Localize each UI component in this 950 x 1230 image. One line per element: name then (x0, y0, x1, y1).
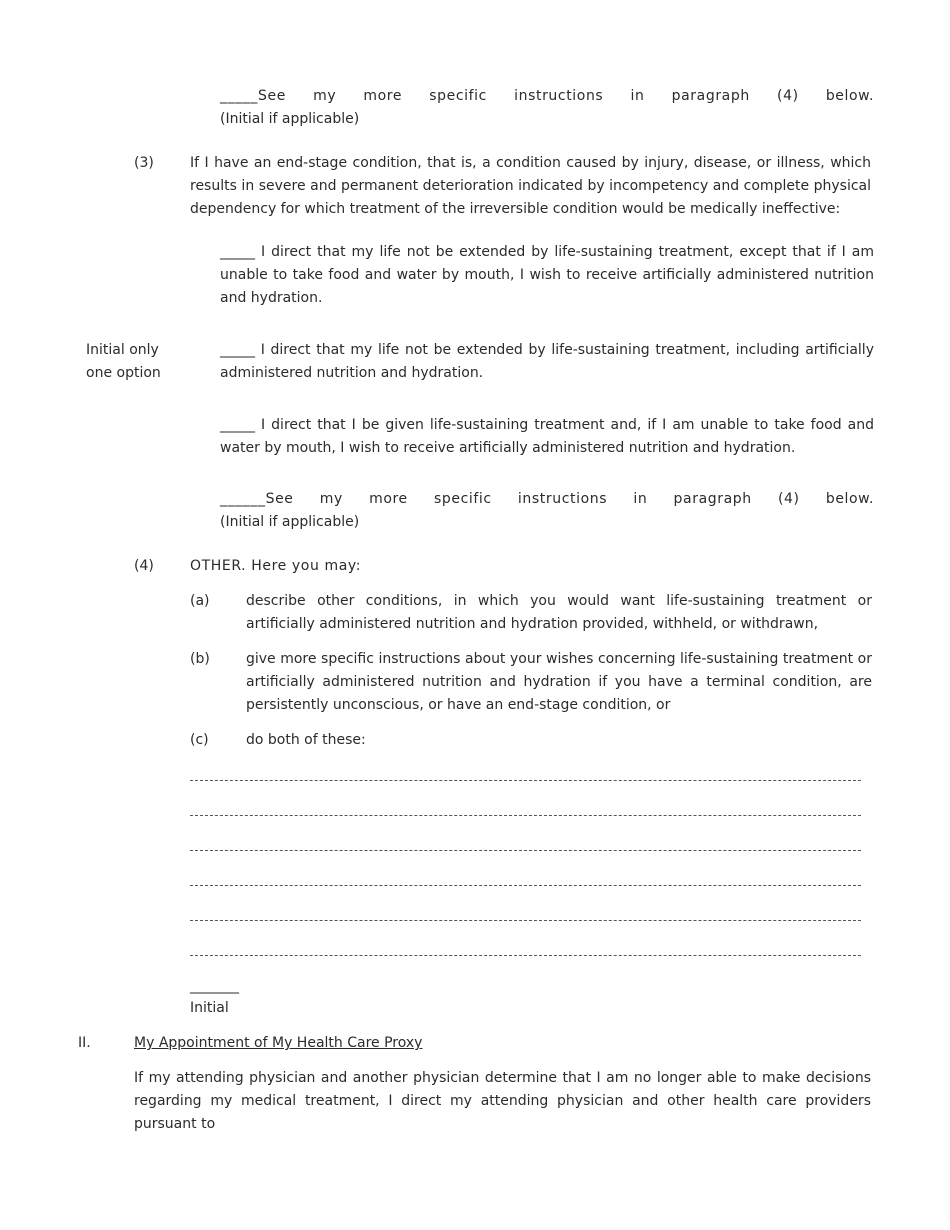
item-a-text: describe other conditions, in which you would want life-sustaining treatment or artificially administered nutrition and hydration provided, withheld, or withdrawn, (246, 593, 872, 632)
initial-only-label-line2: one option (86, 365, 161, 381)
end-stage-see-instructions-line: ______See my more specific instructions in paragraph (4) below. (220, 491, 874, 507)
see-instructions-line: _____See my more specific instructions in paragraph (4) below. (220, 88, 874, 104)
see-instructions-option (220, 85, 874, 131)
item-a-label: (a) (190, 593, 210, 609)
write-in-line[interactable] (190, 955, 861, 956)
item-c-label: (c) (190, 732, 209, 748)
write-in-line[interactable] (190, 850, 861, 851)
initial-blank[interactable]: _______ (190, 978, 239, 994)
section-4-title: OTHER. Here you may: (190, 558, 362, 574)
initial-only-label (86, 339, 161, 385)
end-stage-initial-if-applicable-note: (Initial if applicable) (220, 514, 360, 530)
initial-only-label-line1: Initial only (86, 342, 159, 358)
item-b-text: give more specific instructions about your wishes concerning life-sustaining treatment or artificially administered nutrition and hydration if you have a terminal condition, are persistently unconscious, or have an end-stage condition, or (246, 651, 872, 713)
write-in-line[interactable] (190, 780, 861, 781)
end-stage-option-including-nutrition: _____ I direct that my life not be extended by life-sustaining treatment, including artificially administered nutrition and hydration. (220, 342, 874, 381)
section-ii-heading: My Appointment of My Health Care Proxy (134, 1035, 423, 1051)
write-in-line[interactable] (190, 920, 861, 921)
item-c-text: do both of these: (246, 732, 366, 748)
end-stage-option-except-nutrition: _____ I direct that my life not be extended by life-sustaining treatment, except that if I am unable to take food and water by mouth, I wish to receive artificially administered nutrition and hydration. (220, 244, 874, 306)
section-3-intro: If I have an end-stage condition, that is, a condition caused by injury, disease, or illness, which results in severe and permanent deterioration indicated by incompetency and complete physical dependency for which treatment of the irreversible condition would be medically ineffective: (190, 155, 871, 217)
section-4-number: (4) (134, 558, 154, 574)
write-in-line[interactable] (190, 885, 861, 886)
section-3-number: (3) (134, 155, 154, 171)
item-b-label: (b) (190, 651, 210, 667)
initial-if-applicable-note: (Initial if applicable) (220, 111, 360, 127)
section-ii-number: II. (78, 1035, 91, 1051)
end-stage-see-instructions-option (220, 488, 874, 534)
initial-label: Initial (190, 1000, 229, 1016)
section-ii-text: If my attending physician and another physician determine that I am no longer able to make decisions regarding my medical treatment, I direct my attending physician and other health care providers pursuant to (134, 1070, 871, 1132)
write-in-line[interactable] (190, 815, 861, 816)
end-stage-option-given-treatment: _____ I direct that I be given life-sustaining treatment and, if I am unable to take food and water by mouth, I wish to receive artificially administered nutrition and hydration. (220, 417, 874, 456)
